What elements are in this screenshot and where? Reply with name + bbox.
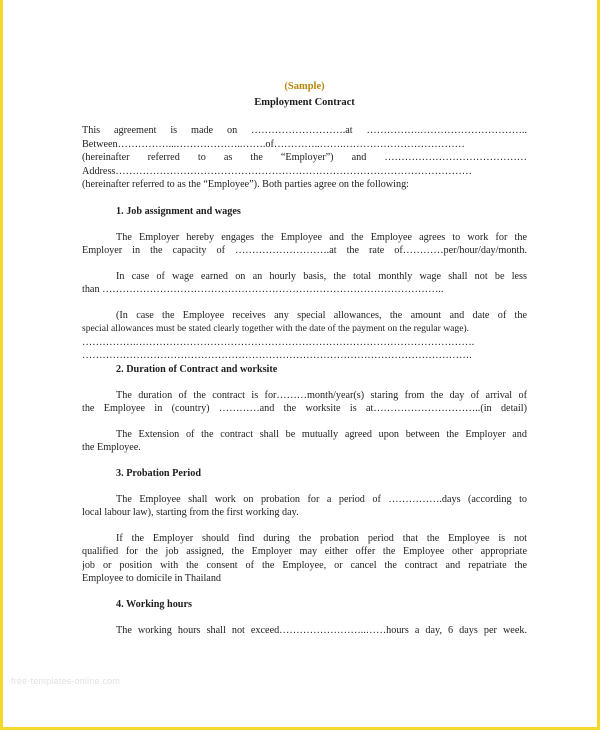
para-line: (In case the Employee receives any special allowances, the amount and date of the xyxy=(116,309,527,321)
para-line: special allowances must be stated clearly together with the date of the payment on the regular wage). xyxy=(82,323,470,334)
section-heading: 2. Duration of Contract and worksite xyxy=(116,363,278,375)
sample-label: (Sample) xyxy=(284,81,325,92)
intro-line: (hereinafter referred to as the “Employee”). Both parties agree on the following: xyxy=(82,179,409,190)
section-heading: 4. Working hours xyxy=(116,598,192,610)
para-line: ……………………………………………………………………………………………………. xyxy=(82,350,472,361)
paragraph xyxy=(82,624,527,638)
para-line: …………….………………………………………………………………………………………. xyxy=(82,336,475,348)
para-line: the Employee. xyxy=(82,442,141,453)
intro-line: (hereinafter referred to as the “Employer”) and …………………………………… xyxy=(82,152,527,163)
paragraph xyxy=(82,270,527,297)
para-line: the Employee in (country) …………and the worksite is at…………………………..(in detail) xyxy=(82,403,527,414)
section-probation xyxy=(82,467,527,586)
para-line: The Employer hereby engages the Employee and the Employee agrees to work for the xyxy=(116,231,527,243)
intro-line: Address…………………………………………………………………………………………… xyxy=(82,165,472,177)
paragraph xyxy=(82,532,527,586)
para-line: Employee to domicile in Thailand xyxy=(82,573,222,584)
section-heading: 1. Job assignment and wages xyxy=(116,205,241,217)
para-line: job or position with the consent of the Employee, or cancel the contract and repatriate the xyxy=(82,559,527,571)
para-line: qualified for the job assigned, the Employer may either offer the Employee other appropriate xyxy=(82,546,527,557)
para-line: The Extension of the contract shall be mutually agreed upon between the Employer and xyxy=(116,428,527,440)
document-title: Employment Contract xyxy=(254,97,355,108)
section-heading: 3. Probation Period xyxy=(116,467,201,479)
contract-document xyxy=(82,80,527,637)
intro-block xyxy=(82,124,527,192)
para-line: The Employee shall work on probation for a period of …………….days (according to xyxy=(116,493,527,505)
paragraph xyxy=(82,428,527,455)
intro-line: Between……………...………………..…….of…………..…….……………………………… xyxy=(82,138,465,150)
section-working-hours xyxy=(82,598,527,638)
watermark-text: free-templates-online.com xyxy=(11,676,121,686)
para-line: The working hours shall not exceed……………………..……hours a day, 6 days per week. xyxy=(116,624,527,636)
para-line: The duration of the contract is for………month/year(s) staring from the day of arrival of xyxy=(116,389,527,401)
intro-line: This agreement is made on ……………………….at …………….………………………….. xyxy=(82,125,527,136)
para-line: local labour law), starting from the first working day. xyxy=(82,507,299,518)
para-line: than ……………………………………………………………………………………….. xyxy=(82,284,444,295)
section-duration xyxy=(82,363,527,455)
para-line: If the Employer should find during the probation period that the Employee is not xyxy=(116,532,527,544)
section-job-assignment xyxy=(82,205,527,363)
para-line: In case of wage earned on an hourly basis, the total monthly wage shall not be less xyxy=(116,270,527,282)
paragraph xyxy=(82,493,527,520)
paragraph xyxy=(82,309,527,363)
paragraph xyxy=(82,389,527,416)
paragraph xyxy=(82,231,527,258)
para-line: Employer in the capacity of ……………………….at the rate of…………per/hour/day/month. xyxy=(82,245,527,256)
